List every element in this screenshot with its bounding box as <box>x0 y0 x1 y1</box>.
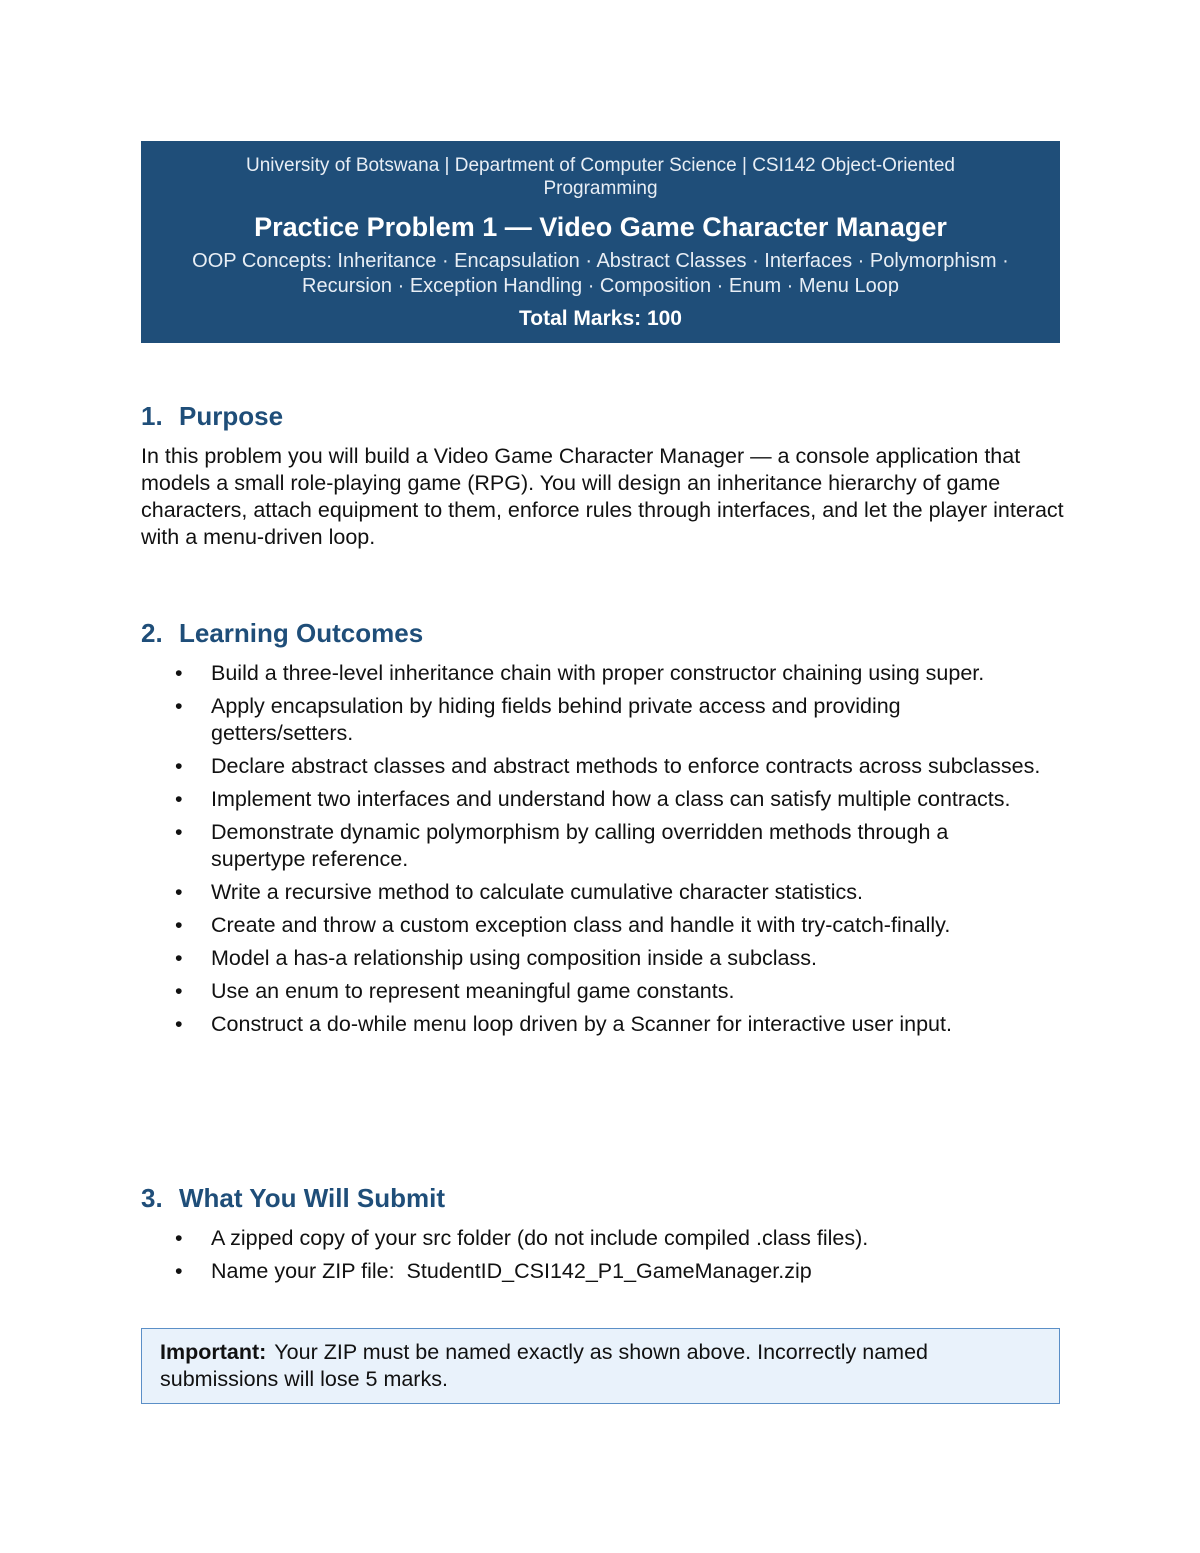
list-item <box>141 912 1041 939</box>
submit-list <box>141 1225 1041 1291</box>
bullet-icon: • <box>175 754 183 778</box>
section-title: What You Will Submit <box>179 1183 446 1213</box>
list-item-text: Demonstrate dynamic polymorphism by calling overridden methods through a supertype reference. <box>211 820 949 871</box>
bullet-icon: • <box>175 1012 183 1036</box>
section-heading-submit <box>141 1182 445 1214</box>
total-marks: Total Marks: 100 <box>518 307 682 330</box>
list-item-text: Construct a do-while menu loop driven by a Scanner for interactive user input. <box>211 1012 952 1036</box>
note-label: Important: <box>160 1340 267 1364</box>
section-title: Purpose <box>179 401 284 431</box>
list-item <box>141 945 1041 972</box>
bullet-icon: • <box>175 979 183 1003</box>
affiliation-line: University of Botswana | Department of Computer Science | CSI142 Object-Oriented Programming <box>246 155 955 199</box>
bullet-icon: • <box>175 913 183 937</box>
section-title: Learning Outcomes <box>179 618 424 648</box>
section-number: 2. <box>141 618 163 648</box>
list-item <box>141 819 1041 873</box>
bullet-icon: • <box>175 694 183 718</box>
list-item-text: Name your ZIP file: StudentID_CSI142_P1_GameManager.zip <box>211 1259 812 1283</box>
list-item <box>141 753 1041 780</box>
list-item <box>141 1258 1041 1285</box>
list-item-text: Apply encapsulation by hiding fields behind private access and providing getters/setters. <box>211 694 901 745</box>
list-item <box>141 1011 1041 1038</box>
document-header <box>141 141 1060 343</box>
concepts-line: OOP Concepts: Inheritance · Encapsulation · Abstract Classes · Interfaces · Polymorphism · Recursion · Exception Handling · Composition · Enum · Menu Loop <box>192 250 1009 297</box>
bullet-icon: • <box>175 1259 183 1283</box>
list-item-text: Build a three-level inheritance chain with proper constructor chaining using super. <box>211 661 985 685</box>
section-heading-outcomes <box>141 617 423 649</box>
document-title: Practice Problem 1 — Video Game Character Manager <box>254 212 947 242</box>
bullet-icon: • <box>175 1226 183 1250</box>
section-number: 3. <box>141 1183 163 1213</box>
bullet-icon: • <box>175 946 183 970</box>
outcomes-list <box>141 660 1041 1044</box>
list-item-text: Model a has-a relationship using composition inside a subclass. <box>211 946 817 970</box>
note-text: Your ZIP must be named exactly as shown above. Incorrectly named submissions will lose 5 marks. <box>160 1340 928 1391</box>
bullet-icon: • <box>175 880 183 904</box>
list-item-text: Write a recursive method to calculate cumulative character statistics. <box>211 880 864 904</box>
list-item-text: A zipped copy of your src folder (do not include compiled .class files). <box>211 1226 869 1250</box>
bullet-icon: • <box>175 661 183 685</box>
list-item <box>141 879 1041 906</box>
purpose-paragraph: In this problem you will build a Video Game Character Manager — a console application that models a small role-playing game (RPG). You will design an inheritance hierarchy of game characters, attach equipment to them, enforce rules through interfaces, and let the player interact with a menu-driven loop. <box>141 444 1064 549</box>
list-item <box>141 1225 1041 1252</box>
list-item-text: Use an enum to represent meaningful game constants. <box>211 979 735 1003</box>
bullet-icon: • <box>175 820 183 844</box>
section-number: 1. <box>141 401 163 431</box>
list-item <box>141 693 1041 747</box>
bullet-icon: • <box>175 787 183 811</box>
list-item <box>141 978 1041 1005</box>
list-item-text: Declare abstract classes and abstract methods to enforce contracts across subclasses. <box>211 754 1041 778</box>
list-item <box>141 786 1041 813</box>
list-item-text: Create and throw a custom exception class and handle it with try-catch-finally. <box>211 913 951 937</box>
important-note <box>141 1328 1060 1404</box>
list-item-text: Implement two interfaces and understand how a class can satisfy multiple contracts. <box>211 787 1011 811</box>
list-item <box>141 660 1041 687</box>
section-heading-purpose <box>141 400 283 432</box>
